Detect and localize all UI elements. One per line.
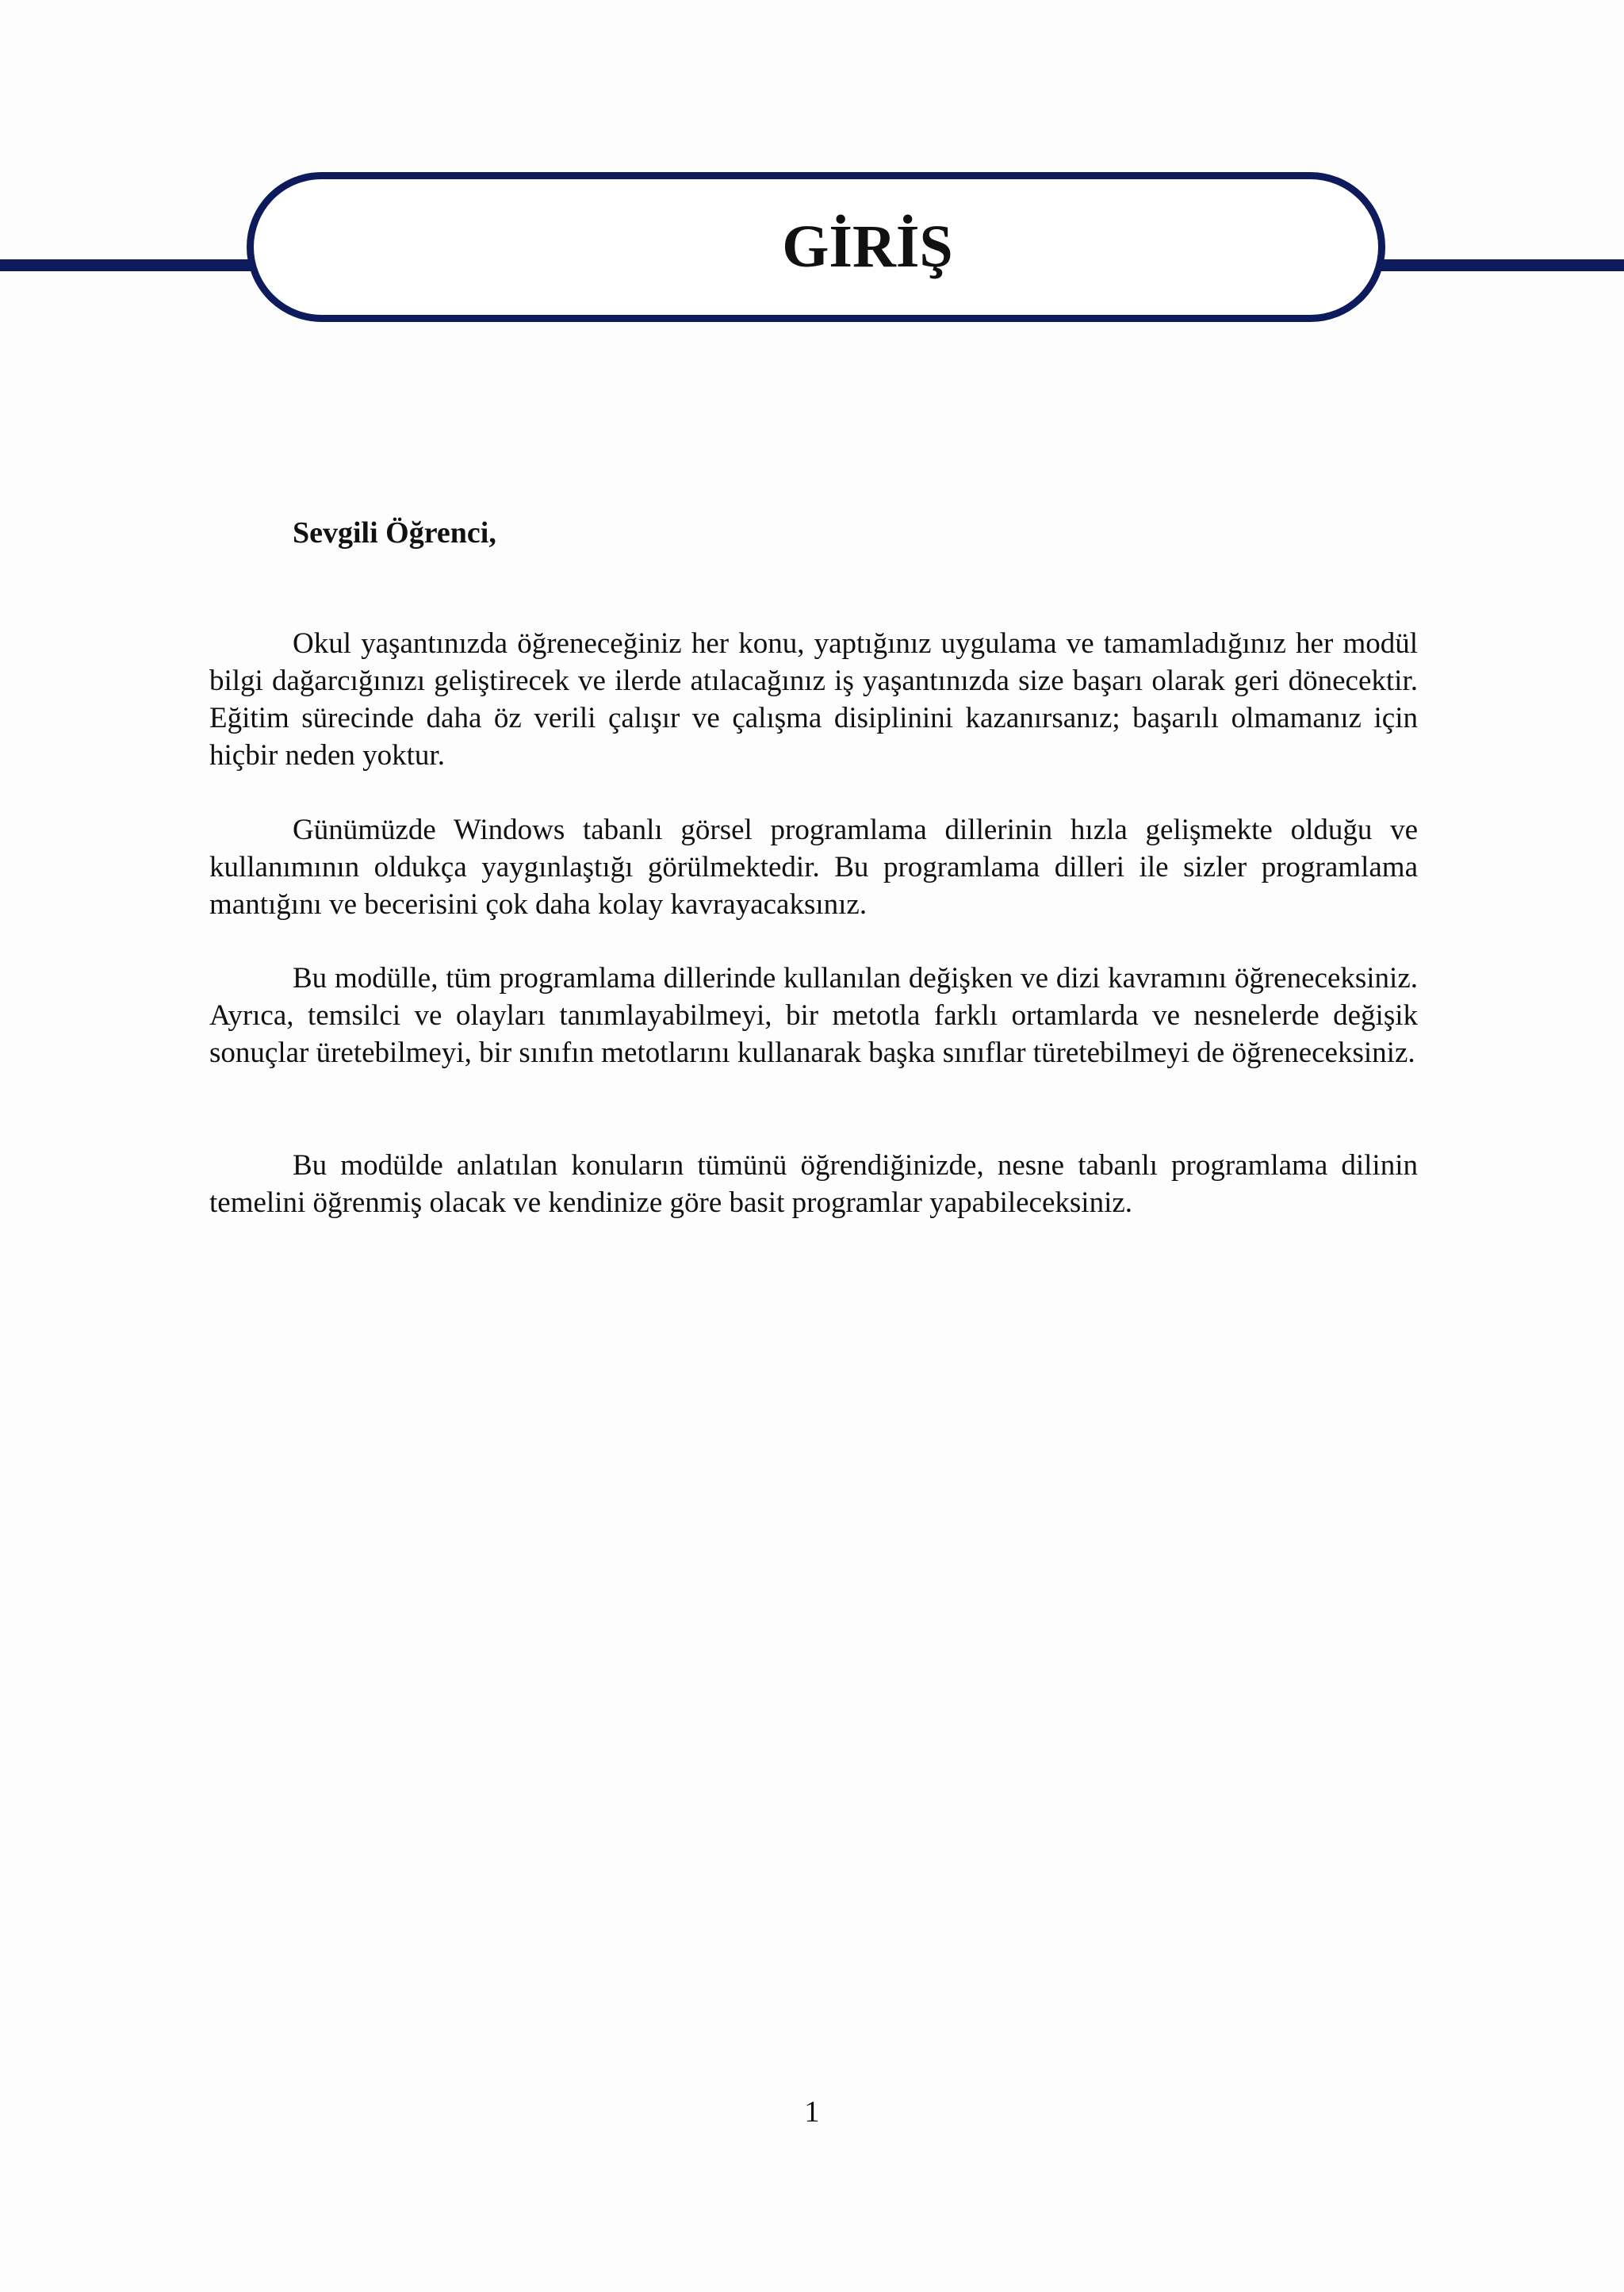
paragraph: Bu modülle, tüm programlama dillerinde kullanılan değişken ve dizi kavramını öğreneceksiniz. Ayrıca, temsilci ve olayları tanımlayabilmeyi, bir metotla farklı ortamlarda ve nesnelerde değişik sonuçlar üretebilmeyi, bir sınıfın metotlarını kullanarak başka sınıflar türetebilmeyi de öğreneceksiniz.: [209, 962, 1418, 1069]
salutation: Sevgili Öğrenci,: [293, 516, 496, 550]
paragraph: Bu modülde anlatılan konuların tümünü öğrendiğinizde, nesne tabanlı programlama dilinin temelini öğrenmiş olacak ve kendinize göre basit programlar yapabileceksiniz.: [209, 1149, 1418, 1219]
paragraph: Günümüzde Windows tabanlı görsel programlama dillerinin hızla gelişmekte olduğu ve kullanımının oldukça yaygınlaştığı görülmektedir. Bu programlama dilleri ile sizler programlama mantığını ve becerisini çok daha kolay kavrayacaksınız.: [209, 814, 1418, 921]
page-number: 1: [804, 2095, 820, 2129]
header-rule-left: [0, 259, 262, 271]
paragraph: Okul yaşantınızda öğreneceğiniz her konu, yaptığınız uygulama ve tamamladığınız her modül bilgi dağarcığınızı geliştirecek ve ilerde atılacağınız iş yaşantınızda size başarı olarak geri dönecektir. Eğitim sürecinde daha öz verili çalışır ve çalışma disiplinini kazanırsanız; başarılı olmamanız için hiçbir neden yoktur.: [209, 627, 1418, 772]
header-rule-right: [1372, 259, 1624, 271]
page-title: GİRİŞ: [782, 213, 953, 280]
